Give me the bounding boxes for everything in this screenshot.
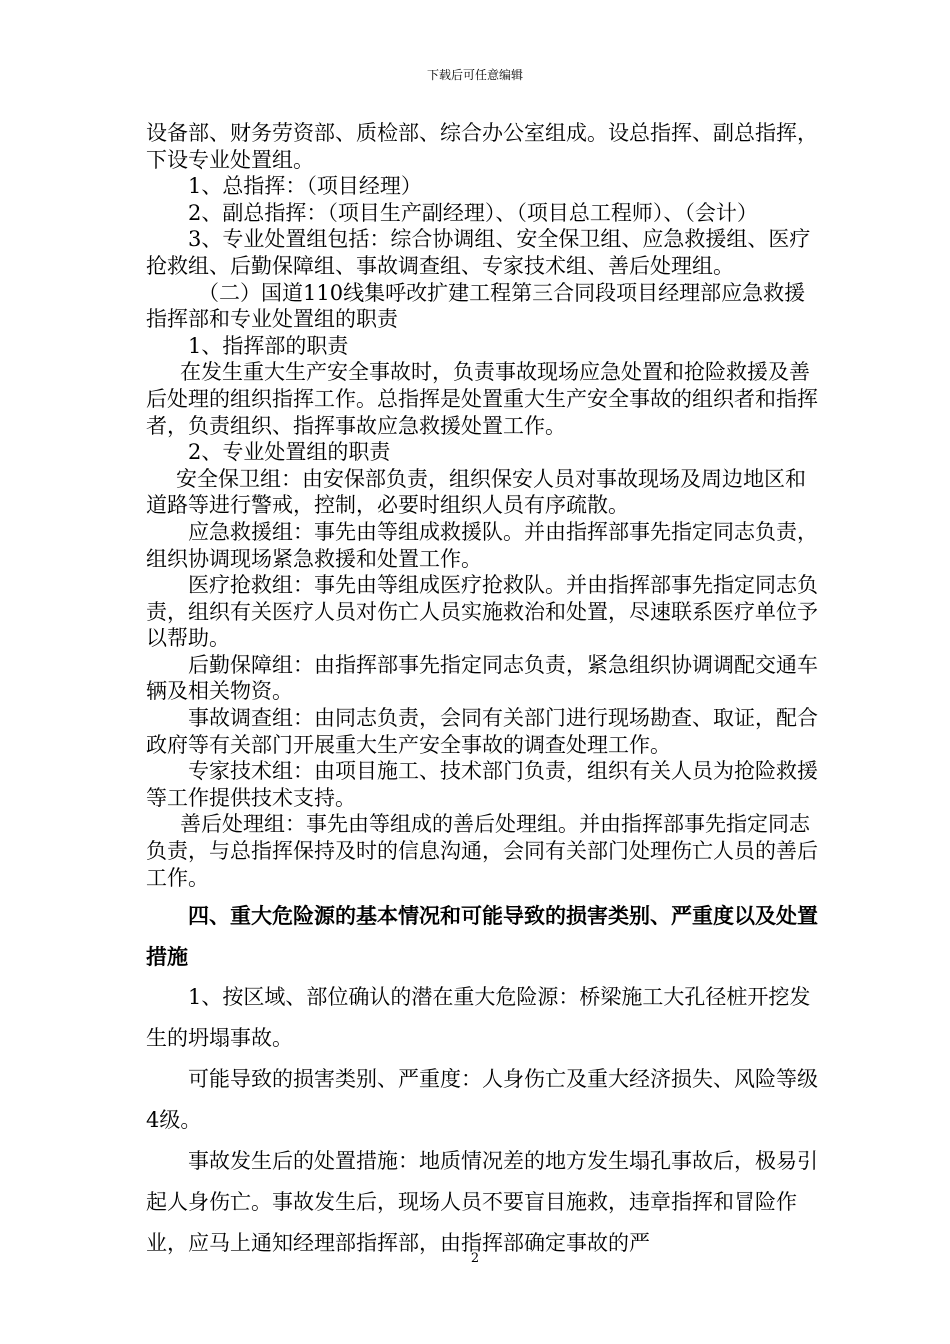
page-number: 2	[470, 1251, 480, 1266]
paragraph: 可能导致的损害类别、严重度：人身伤亡及重大经济损失、风险等级4级。	[146, 1067, 818, 1133]
paragraph: 医疗抢救组：事先由等组成医疗抢救队。并由指挥部事先指定同志负责，组织有关医疗人员对伤亡人员实施救治和处置，尽速联系医疗单位予以帮助。	[146, 573, 818, 651]
paragraph: 后勤保障组：由指挥部事先指定同志负责，紧急组织协调调配交通车辆及相关物资。	[146, 652, 818, 704]
paragraph: 2、专业处置组的职责	[188, 440, 391, 465]
subsection-heading: （二）国道110线集呼改扩建工程第三合同段项目经理部应急救援指挥部和专业处置组的职责	[146, 280, 806, 332]
paragraph: 善后处理组：事先由等组成的善后处理组。并由指挥部事先指定同志负责，与总指挥保持及时的信息沟通，会同有关部门处理伤亡人员的善后工作。	[146, 812, 818, 890]
paragraph: 事故调查组：由同志负责，会同有关部门进行现场勘查、取证，配合政府等有关部门开展重大生产安全事故的调查处理工作。	[146, 706, 818, 757]
paragraph: 专家技术组：由项目施工、技术部门负责，组织有关人员为抢险救援等工作提供技术支持。	[146, 759, 818, 810]
paragraph: 1、指挥部的职责	[188, 333, 349, 358]
paragraph: 1、按区域、部位确认的潜在重大危险源：桥梁施工大孔径桩开挖发生的坍塌事故。	[146, 985, 811, 1051]
page-header-note: 下载后可任意编辑	[426, 68, 523, 82]
paragraph: 在发生重大生产安全事故时，负责事故现场应急处置和抢险救援及善后处理的组织指挥工作。总指挥是处置重大生产安全事故的组织者和指挥者，负责组织、指挥事故应急救援处置工作。	[146, 360, 818, 438]
paragraph: 2、副总指挥：（项目生产副经理）、（项目总工程师）、（会计）	[188, 200, 758, 225]
paragraph: 3、专业处置组包括：综合协调组、安全保卫组、应急救援组、医疗抢救组、后勤保障组、事故调查组、专家技术组、善后处理组。	[146, 227, 811, 278]
paragraph: 1、总指挥：（项目经理）	[188, 174, 422, 199]
paragraph: 应急救援组：事先由等组成救援队。并由指挥部事先指定同志负责，组织协调现场紧急救援和处置工作。	[146, 519, 818, 571]
paragraph: 安全保卫组：由安保部负责，组织保安人员对事故现场及周边地区和道路等进行警戒，控制，必要时组织人员有序疏散。	[146, 466, 806, 518]
section-heading: 四、重大危险源的基本情况和可能导致的损害类别、严重度以及处置措施	[146, 903, 818, 970]
document-body	[146, 120, 818, 1264]
paragraph: 事故发生后的处置措施：地质情况差的地方发生塌孔事故后，极易引起人身伤亡。事故发生后，现场人员不要盲目施救，违章指挥和冒险作业，应马上通知经理部指挥部，由指挥部确定事故的严	[146, 1149, 818, 1256]
paragraph: 设备部、财务劳资部、质检部、综合办公室组成。设总指挥、副总指挥，下设专业处置组。	[146, 121, 818, 172]
